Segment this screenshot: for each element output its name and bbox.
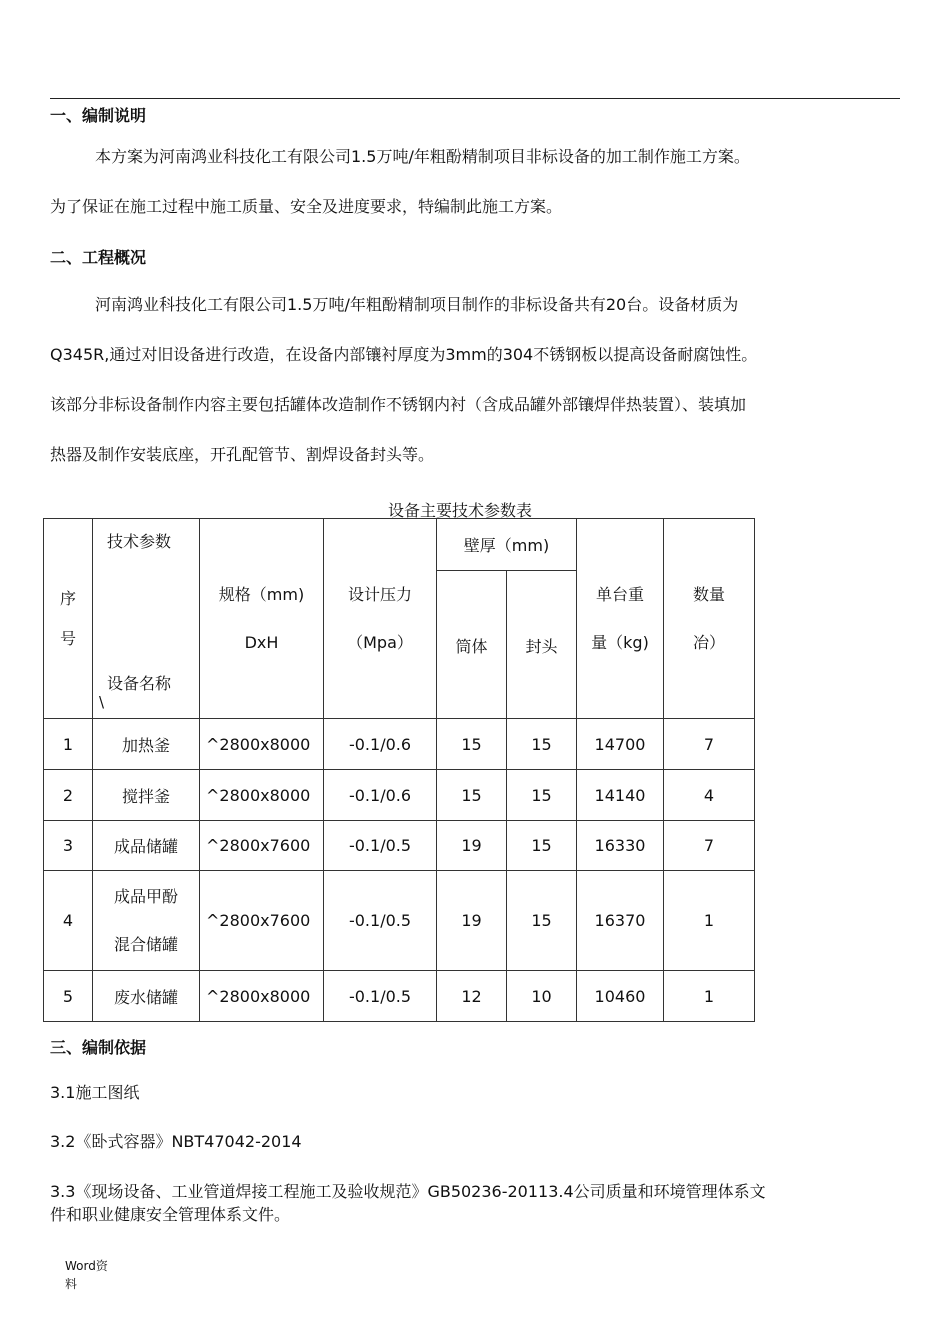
page-footer — [65, 1257, 125, 1293]
table-row — [44, 871, 755, 971]
cell-head: 15 — [507, 871, 577, 971]
table-caption: 设备主要技术参数表 — [388, 501, 533, 520]
cell-pressure: -0.1/0.6 — [324, 719, 437, 770]
cell-no: 3 — [44, 821, 93, 871]
cell-pressure: -0.1/0.6 — [324, 770, 437, 821]
cell-body: 15 — [437, 719, 507, 770]
section3-heading: 三、编制依据 — [50, 1038, 147, 1057]
cell-weight: 14700 — [577, 719, 664, 770]
cell-head: 10 — [507, 971, 577, 1022]
header-spec-line1: 规格（mm) — [218, 584, 305, 604]
section2-paragraph-line4: 热器及制作安装底座，开孔配管节、割焊设备封头等。 — [50, 445, 435, 464]
table-row — [44, 770, 755, 821]
section2-paragraph-line2: Q345R,通过对旧设备进行改造，在设备内部镶衬厚度为3mm的304不锈钢板以提高设备耐腐蚀性。 — [50, 345, 758, 364]
header-rule — [50, 98, 900, 99]
cell-pressure: -0.1/0.5 — [324, 821, 437, 871]
header-pressure-line1: 设计压力 — [347, 584, 412, 604]
header-weight-line2: 量（kg) — [591, 632, 649, 652]
footer-line2: 料 — [65, 1277, 78, 1291]
cell-name: 搅拌釜 — [93, 770, 200, 821]
cell-no: 2 — [44, 770, 93, 821]
header-head: 封头 — [507, 571, 577, 719]
header-param-slash: \ — [99, 693, 105, 711]
cell-weight: 14140 — [577, 770, 664, 821]
cell-name: 成品储罐 — [93, 821, 200, 871]
cell-name: 废水储罐 — [93, 971, 200, 1022]
cell-qty: 7 — [664, 719, 755, 770]
header-param-top: 技术参数 — [107, 532, 172, 551]
section1-paragraph-line2: 为了保证在施工过程中施工质量、安全及进度要求，特编制此施工方案。 — [50, 197, 563, 216]
cell-body: 12 — [437, 971, 507, 1022]
cell-qty: 1 — [664, 871, 755, 971]
cell-pressure: -0.1/0.5 — [324, 971, 437, 1022]
cell-no: 4 — [44, 871, 93, 971]
section3-item3-line2: 件和职业健康安全管理体系文件。 — [50, 1205, 291, 1224]
cell-spec: ^2800x7600 — [200, 871, 324, 971]
cell-name: 加热釜 — [93, 719, 200, 770]
section3-item3-line1: 3.3《现场设备、工业管道焊接工程施工及验收规范》GB50236-20113.4公司质量和环境管理体系文 — [50, 1182, 766, 1201]
header-seq — [44, 519, 93, 719]
header-param-diagonal — [93, 519, 200, 719]
header-quantity — [664, 519, 755, 719]
cell-weight: 16330 — [577, 821, 664, 871]
cell-name-line2: 混合储罐 — [113, 934, 178, 954]
header-spec — [200, 519, 324, 719]
section1-heading: 一、编制说明 — [50, 106, 147, 125]
section2-paragraph-line1: 河南鸿业科技化工有限公司1.5万吨/年粗酚精制项目制作的非标设备共有20台。设备材质为 — [95, 295, 739, 314]
section3-item2: 3.2《卧式容器》NBT47042-2014 — [50, 1132, 302, 1151]
cell-no: 1 — [44, 719, 93, 770]
header-seq-line1: 序 — [59, 588, 76, 608]
header-weight — [577, 519, 664, 719]
equipment-parameter-table — [43, 518, 755, 1022]
header-quantity-line1: 数量 — [692, 584, 725, 604]
header-wall-thickness: 壁厚（mm) — [437, 519, 577, 571]
header-weight-line1: 单台重 — [595, 584, 644, 604]
cell-qty: 4 — [664, 770, 755, 821]
cell-qty: 1 — [664, 971, 755, 1022]
header-spec-line2: DxH — [244, 632, 279, 652]
cell-head: 15 — [507, 821, 577, 871]
cell-name — [93, 871, 200, 971]
cell-body: 19 — [437, 821, 507, 871]
section2-heading: 二、工程概况 — [50, 248, 147, 267]
cell-body: 15 — [437, 770, 507, 821]
cell-spec: ^2800x8000 — [200, 770, 324, 821]
cell-head: 15 — [507, 719, 577, 770]
section3-item1: 3.1施工图纸 — [50, 1083, 140, 1102]
cell-qty: 7 — [664, 821, 755, 871]
cell-spec: ^2800x8000 — [200, 971, 324, 1022]
cell-pressure: -0.1/0.5 — [324, 871, 437, 971]
header-body: 筒体 — [437, 571, 507, 719]
section2-paragraph-line3: 该部分非标设备制作内容主要包括罐体改造制作不锈钢内衬（含成品罐外部镶焊伴热装置）、装填加 — [50, 395, 747, 414]
header-seq-line2: 号 — [59, 628, 76, 648]
section1-paragraph-line1: 本方案为河南鸿业科技化工有限公司1.5万吨/年粗酚精制项目非标设备的加工制作施工方案。 — [95, 147, 750, 166]
cell-weight: 10460 — [577, 971, 664, 1022]
cell-no: 5 — [44, 971, 93, 1022]
header-param-bottom: 设备名称 — [107, 674, 172, 693]
cell-name-line1: 成品甲酚 — [113, 886, 178, 906]
cell-body: 19 — [437, 871, 507, 971]
table-row — [44, 719, 755, 770]
cell-spec: ^2800x8000 — [200, 719, 324, 770]
header-pressure-line2: （Mpa） — [347, 632, 413, 652]
cell-head: 15 — [507, 770, 577, 821]
cell-spec: ^2800x7600 — [200, 821, 324, 871]
table-row — [44, 821, 755, 871]
cell-weight: 16370 — [577, 871, 664, 971]
header-quantity-line2: 冶） — [692, 632, 725, 652]
footer-line1: Word资 — [65, 1259, 108, 1273]
header-pressure — [324, 519, 437, 719]
table-row — [44, 971, 755, 1022]
